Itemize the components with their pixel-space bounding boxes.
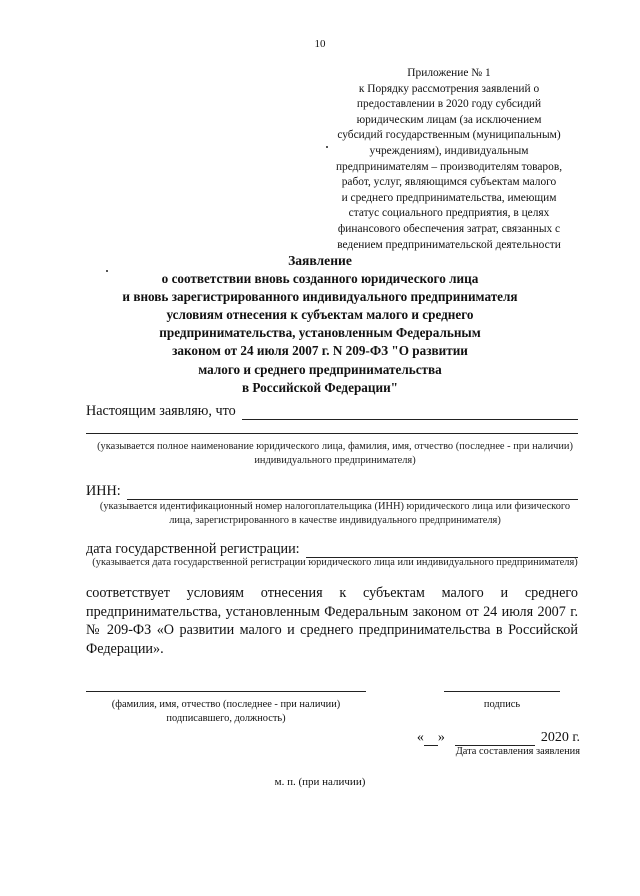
appendix-line: статус социального предприятия, в целях	[348, 207, 550, 220]
statement-text: соответствует условиям отнесения к субъектам малого и среднего предпринимательства, установленным Федеральным законом от 24 июля 2007 г. № 209-ФЗ «О развитии малого и среднего предпринимательства в Российской Федерации».	[86, 585, 578, 657]
appendix-line: субсидий государственным (муниципальным)	[337, 129, 561, 142]
appendix-line: предпринимателям – производителям товаров,	[335, 160, 563, 173]
date-quote-close: »	[437, 730, 445, 745]
appendix-line: к Порядку рассмотрения заявлений о	[358, 82, 540, 95]
declare-second-line[interactable]	[86, 432, 578, 434]
title-line: в Российской Федерации"	[242, 379, 398, 395]
signature-block	[444, 690, 560, 712]
inn-row	[86, 482, 578, 500]
appendix-line: ведением предпринимательской деятельности	[337, 238, 561, 251]
month-blank[interactable]	[455, 733, 535, 746]
inn-label: ИНН:	[86, 483, 121, 499]
inn-fill-line[interactable]	[127, 485, 578, 500]
appendix-line: предоставлении в 2020 году субсидий	[356, 98, 542, 111]
inn-hint: (указывается идентификационный номер налогоплательщика (ИНН) юридического лица или физического лица, зарегистрированного в качестве индивидуального предпринимателя)	[99, 501, 571, 526]
appendix-note	[318, 66, 580, 253]
date-caption: Дата составления заявления	[455, 746, 580, 757]
reg-label: дата государственной регистрации:	[86, 541, 300, 557]
title-line: о соответствии вновь созданного юридического лица	[161, 271, 479, 287]
day-blank[interactable]	[424, 733, 438, 746]
signature-line[interactable]	[444, 690, 560, 692]
title-line: предпринимательства, установленным Федеральным	[159, 325, 481, 341]
appendix-line: финансового обеспечения затрат, связанных с	[337, 222, 561, 235]
title-main: Заявление	[288, 253, 352, 268]
date-row	[404, 730, 580, 746]
title-line: условиям отнесения к субъектам малого и среднего	[166, 307, 474, 323]
declare-hint: (указывается полное наименование юридического лица, фамилия, имя, отчество (последнее - при наличии) индивидуального предпринимателя)	[97, 441, 573, 466]
appendix-line: юридическим лицам (за исключением	[356, 113, 542, 126]
title-line: законом от 24 июля 2007 г. N 209-ФЗ "О развитии	[172, 343, 468, 359]
signer-name-caption: (фамилия, имя, отчество (последнее - при наличии) подписавшего, должность)	[111, 699, 341, 724]
declare-row	[86, 402, 578, 420]
declare-label: Настоящим заявляю, что	[86, 403, 236, 419]
page-number: 10	[314, 38, 326, 50]
document-title	[90, 252, 550, 397]
appendix-title: Приложение № 1	[407, 67, 491, 79]
title-line: малого и среднего предпринимательства	[198, 361, 442, 377]
title-line: и вновь зарегистрированного индивидуального предпринимателя	[122, 289, 518, 305]
scan-speck	[326, 146, 328, 148]
declare-fill-line[interactable]	[242, 405, 578, 420]
appendix-line: учреждениям), индивидуальным	[369, 144, 529, 157]
appendix-line: и среднего предпринимательства, имеющим	[341, 191, 557, 204]
date-year: 2020 г.	[540, 730, 580, 745]
stamp-place: м. п. (при наличии)	[274, 776, 366, 788]
signer-name-block	[86, 690, 366, 726]
date-quote-open: «	[416, 730, 424, 745]
signature-caption: подпись	[483, 699, 521, 710]
signer-name-line[interactable]	[86, 690, 366, 692]
appendix-line: работ, услуг, являющимся субъектам малого	[341, 176, 557, 189]
reg-hint: (указывается дата государственной регистрации юридического лица или индивидуального предпринимателя)	[92, 557, 578, 568]
